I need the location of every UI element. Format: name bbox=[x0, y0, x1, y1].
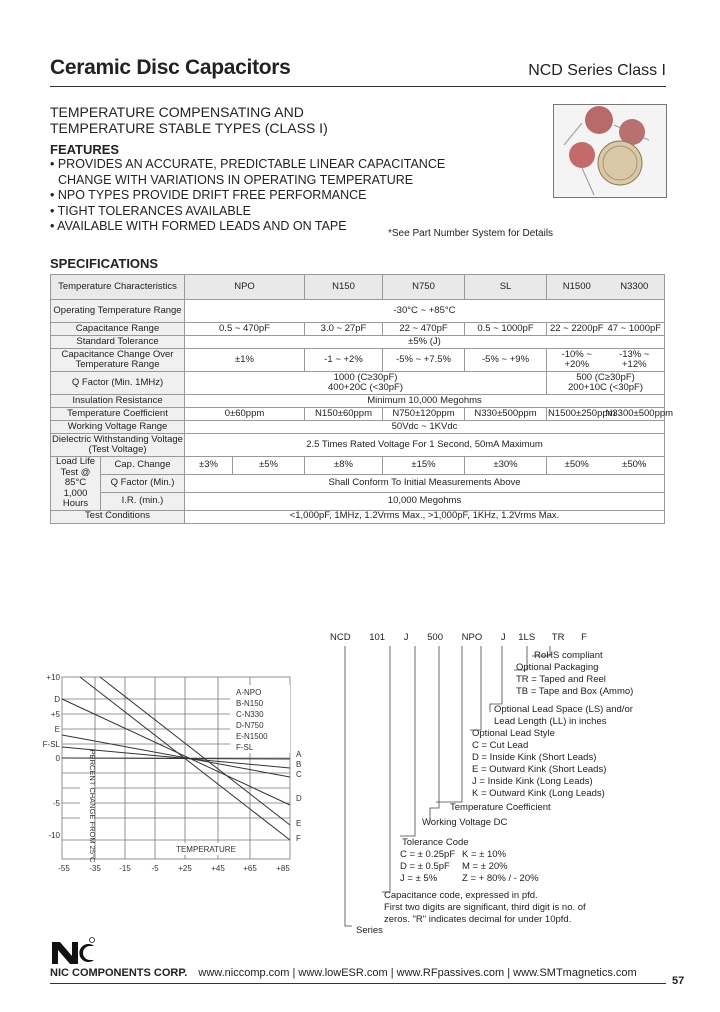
q-factor-line: 200+10C (<30pF) bbox=[568, 382, 644, 393]
table-cell: 3.0 ~ 27pF bbox=[305, 323, 383, 336]
pn-lead-style: E = Outward Kink (Short Leads) bbox=[472, 764, 607, 775]
pn-capacitance: zeros. "R" indicates decimal for under 10pfd. bbox=[384, 914, 572, 925]
row-label: Operating Temperature Range bbox=[51, 300, 185, 323]
pn-code: J bbox=[403, 632, 409, 643]
table-cell: Minimum 10,000 Megohms bbox=[185, 395, 665, 408]
q-factor-line: 1000 (C≥30pF) bbox=[333, 371, 398, 383]
table-cell bbox=[547, 323, 665, 336]
nic-logo bbox=[50, 936, 96, 966]
x-tick: +85 bbox=[276, 864, 290, 873]
pn-code: 1LS bbox=[518, 632, 536, 643]
pn-lead-style: J = Inside Kink (Long Leads) bbox=[472, 776, 593, 787]
y-tick: -10 bbox=[48, 831, 60, 840]
right-letters bbox=[296, 750, 302, 843]
table-row bbox=[51, 474, 665, 492]
table-cell bbox=[185, 372, 547, 395]
table-header-cell: N150 bbox=[305, 275, 383, 300]
row-label: Temperature Coefficient bbox=[51, 408, 185, 421]
table-row bbox=[51, 300, 665, 323]
table-cell: ±8% bbox=[305, 457, 383, 475]
pn-lead-style: K = Outward Kink (Long Leads) bbox=[472, 788, 605, 799]
curve-letter: A bbox=[296, 750, 302, 759]
table-cell: N3300±500ppm bbox=[605, 407, 674, 419]
table-row bbox=[51, 349, 665, 372]
table-row bbox=[51, 323, 665, 336]
table-cell: Shall Conform To Initial Measurements Above bbox=[185, 474, 665, 492]
specifications-table bbox=[50, 274, 674, 524]
table-cell bbox=[547, 457, 665, 475]
table-cell: -10% ~ +20% bbox=[561, 348, 592, 370]
pn-tolerance: M = ± 20% bbox=[462, 861, 508, 872]
table-cell: N750±120ppm bbox=[383, 408, 465, 421]
series-title: NCD Series Class I bbox=[528, 62, 666, 79]
table-cell: ±5% (J) bbox=[185, 336, 665, 349]
table-row bbox=[51, 372, 665, 395]
pn-packaging: Optional Packaging bbox=[516, 662, 599, 673]
table-row bbox=[51, 492, 665, 510]
table-header-cell: NPO bbox=[185, 275, 305, 300]
table-header-cell: N3300 bbox=[620, 280, 649, 292]
table-row bbox=[51, 408, 665, 421]
table-cell: ±15% bbox=[383, 457, 465, 475]
x-tick: -5 bbox=[151, 864, 159, 873]
table-cell: N330±500ppm bbox=[465, 408, 547, 421]
table-header-cell: SL bbox=[465, 275, 547, 300]
table-cell: -13% ~ +12% bbox=[619, 348, 650, 370]
x-ticks bbox=[58, 864, 290, 873]
specifications-heading: SPECIFICATIONS bbox=[50, 256, 159, 271]
x-tick: +45 bbox=[211, 864, 225, 873]
table-cell bbox=[547, 372, 665, 395]
pn-lead-space: Optional Lead Space (LS) and/or bbox=[494, 704, 633, 715]
table-cell: 22 ~ 470pF bbox=[383, 323, 465, 336]
row-sublabel: Cap. Change bbox=[101, 457, 185, 475]
row-label: Q Factor (Min. 1MHz) bbox=[51, 372, 185, 395]
table-cell bbox=[547, 349, 665, 372]
table-cell: -30°C ~ +85°C bbox=[185, 300, 665, 323]
x-tick: +25 bbox=[178, 864, 192, 873]
temperature-graph bbox=[40, 655, 310, 880]
table-header-row bbox=[51, 275, 665, 300]
row-label: Load Life Test @ 85°C 1,000 Hours bbox=[51, 457, 101, 511]
legend-item: A-NPO bbox=[236, 688, 262, 697]
pn-tolerance: Tolerance Code bbox=[402, 837, 469, 848]
table-cell: ±30% bbox=[465, 457, 547, 475]
feature-item: • NPO TYPES PROVIDE DRIFT FREE PERFORMANCE bbox=[50, 188, 367, 202]
row-label: Dielectric Withstanding Voltage (Test Voltage) bbox=[52, 433, 183, 455]
pn-lead-style: Optional Lead Style bbox=[472, 728, 555, 739]
table-cell: ±50% bbox=[564, 459, 589, 471]
part-number-note: *See Part Number System for Details bbox=[388, 228, 554, 239]
legend-item: E-N1500 bbox=[236, 732, 268, 741]
row-sublabel: I.R. (min.) bbox=[101, 492, 185, 510]
table-cell: -5% ~ +9% bbox=[465, 349, 547, 372]
pn-code: TR bbox=[551, 632, 565, 643]
row-label: Standard Tolerance bbox=[51, 336, 185, 349]
features-list bbox=[50, 157, 445, 235]
footer-company: NIC COMPONENTS CORP. bbox=[50, 967, 188, 979]
part-number-codes bbox=[330, 632, 587, 643]
table-row bbox=[51, 510, 665, 523]
table-cell: 47 ~ 1000pF bbox=[607, 322, 662, 334]
pn-lead-style: D = Inside Kink (Short Leads) bbox=[472, 752, 597, 763]
pn-rohs: RoHS compliant bbox=[534, 650, 603, 661]
y-tick: +10 bbox=[46, 673, 60, 682]
q-factor-line: 400+20C (<30pF) bbox=[328, 382, 404, 393]
row-label: Capacitance Range bbox=[51, 323, 185, 336]
footer-links[interactable]: www.niccomp.com | www.lowESR.com | www.RFpassives.com | www.SMTmagnetics.com bbox=[198, 967, 637, 979]
subtitle-line: TEMPERATURE STABLE TYPES (CLASS I) bbox=[50, 120, 328, 136]
pn-code: 101 bbox=[369, 632, 386, 643]
feature-item: • PROVIDES AN ACCURATE, PREDICTABLE LINEAR CAPACITANCE bbox=[50, 157, 446, 171]
x-tick: +65 bbox=[243, 864, 257, 873]
features-heading: FEATURES bbox=[50, 142, 120, 157]
table-header-cell: Temperature Characteristics bbox=[51, 275, 185, 300]
table-row bbox=[51, 457, 665, 475]
pn-lead-style: C = Cut Lead bbox=[472, 740, 529, 751]
pn-tolerance: Z = + 80% / - 20% bbox=[462, 873, 539, 884]
table-cell: N1500±250ppm bbox=[548, 407, 616, 419]
legend-item: D-N750 bbox=[236, 721, 264, 730]
y-axis-label: PERCENT CHANGE FROM 25°C bbox=[88, 749, 97, 863]
curve-letter: D bbox=[296, 794, 302, 803]
feature-item: CHANGE WITH VARIATIONS IN OPERATING TEMPERATURE bbox=[58, 172, 414, 187]
table-cell: N150±60ppm bbox=[305, 408, 383, 421]
feature-item: • AVAILABLE WITH FORMED LEADS AND ON TAPE bbox=[50, 219, 347, 233]
y-tick: +5 bbox=[50, 710, 60, 719]
y-tick: F-SL bbox=[42, 740, 60, 749]
row-sublabel: Q Factor (Min.) bbox=[101, 474, 185, 492]
pn-series: Series bbox=[356, 925, 383, 936]
footer bbox=[50, 967, 637, 979]
pn-capacitance: First two digits are significant, third digit is no. of bbox=[384, 902, 586, 913]
table-cell: <1,000pF, 1MHz, 1.2Vrms Max., >1,000pF, 1KHz, 1.2Vrms Max. bbox=[185, 510, 665, 523]
subtitle bbox=[50, 104, 328, 136]
table-row bbox=[51, 434, 665, 457]
subtitle-line: TEMPERATURE COMPENSATING AND bbox=[50, 104, 304, 120]
legend-item: B-N150 bbox=[236, 699, 264, 708]
capacitor-photo bbox=[553, 104, 667, 198]
table-cell: 10,000 Megohms bbox=[185, 492, 665, 510]
q-factor-line: 500 (C≥30pF) bbox=[576, 371, 635, 383]
pn-tolerance: C = ± 0.25pF bbox=[400, 849, 456, 860]
table-cell: ±3% bbox=[185, 457, 233, 475]
table-cell: -5% ~ +7.5% bbox=[383, 349, 465, 372]
curve-letter: E bbox=[296, 819, 302, 828]
table-cell: 0.5 ~ 1000pF bbox=[465, 323, 547, 336]
pn-code: F bbox=[581, 632, 587, 643]
pn-code: J bbox=[500, 632, 506, 643]
table-cell: 0.5 ~ 470pF bbox=[185, 323, 305, 336]
pn-packaging: TB = Tape and Box (Ammo) bbox=[516, 686, 634, 697]
feature-item: • TIGHT TOLERANCES AVAILABLE bbox=[50, 203, 251, 218]
curve-letter: B bbox=[296, 760, 302, 769]
table-cell: -1 ~ +2% bbox=[305, 349, 383, 372]
pn-code: 500 bbox=[427, 632, 443, 643]
page-number: 57 bbox=[672, 975, 685, 987]
page-title: Ceramic Disc Capacitors bbox=[50, 56, 291, 79]
table-cell: ±1% bbox=[185, 349, 305, 372]
x-tick: -35 bbox=[89, 864, 101, 873]
legend-item: C-N330 bbox=[236, 710, 264, 719]
header-rule bbox=[50, 86, 666, 87]
table-header-cell bbox=[547, 275, 665, 300]
row-label: Test Conditions bbox=[51, 510, 185, 523]
pn-working-voltage: Working Voltage DC bbox=[422, 817, 508, 828]
table-cell: ±50% bbox=[622, 459, 647, 471]
y-tick: E bbox=[54, 725, 60, 734]
row-label: Working Voltage Range bbox=[51, 421, 185, 434]
table-header-cell: N750 bbox=[383, 275, 465, 300]
table-cell: 0±60ppm bbox=[185, 408, 305, 421]
table-cell: ±5% bbox=[233, 457, 305, 475]
table-cell: 50Vdc ~ 1KVdc bbox=[185, 421, 665, 434]
y-tick: 0 bbox=[55, 754, 60, 763]
row-label: Insulation Resistance bbox=[51, 395, 185, 408]
table-row bbox=[51, 421, 665, 434]
pn-tolerance: J = ± 5% bbox=[400, 873, 438, 884]
pn-tolerance: K = ± 10% bbox=[462, 849, 507, 860]
pn-code: NCD bbox=[330, 632, 351, 643]
x-tick: -55 bbox=[58, 864, 70, 873]
pn-packaging: TR = Taped and Reel bbox=[516, 674, 606, 685]
y-ticks bbox=[43, 673, 61, 840]
curve-letter: F bbox=[296, 834, 301, 843]
pn-tolerance: D = ± 0.5pF bbox=[400, 861, 450, 872]
y-tick: -5 bbox=[52, 799, 60, 808]
pn-code: NPO bbox=[461, 632, 483, 643]
pn-temp-coef: Temperature Coefficient bbox=[450, 802, 551, 813]
pn-capacitance: Capacitance code, expressed in pfd. bbox=[384, 890, 538, 901]
table-cell: 22 ~ 2200pF bbox=[549, 322, 604, 334]
table-row bbox=[51, 395, 665, 408]
table-row bbox=[51, 336, 665, 349]
table-cell: 2.5 Times Rated Voltage For 1 Second, 50mA Maximum bbox=[185, 434, 665, 457]
y-tick: D bbox=[54, 695, 60, 704]
footer-rule bbox=[50, 983, 666, 984]
part-number-system bbox=[330, 630, 650, 940]
table-header-cell: N1500 bbox=[562, 280, 591, 292]
row-label: Capacitance Change Over Temperature Range bbox=[51, 349, 185, 372]
table-cell bbox=[547, 407, 674, 421]
legend-item: F-SL bbox=[236, 743, 254, 752]
curve-letter: C bbox=[296, 770, 302, 779]
x-axis-label: TEMPERATURE bbox=[176, 845, 236, 854]
pn-lead-space: Lead Length (LL) in inches bbox=[494, 716, 607, 727]
x-tick: -15 bbox=[119, 864, 131, 873]
